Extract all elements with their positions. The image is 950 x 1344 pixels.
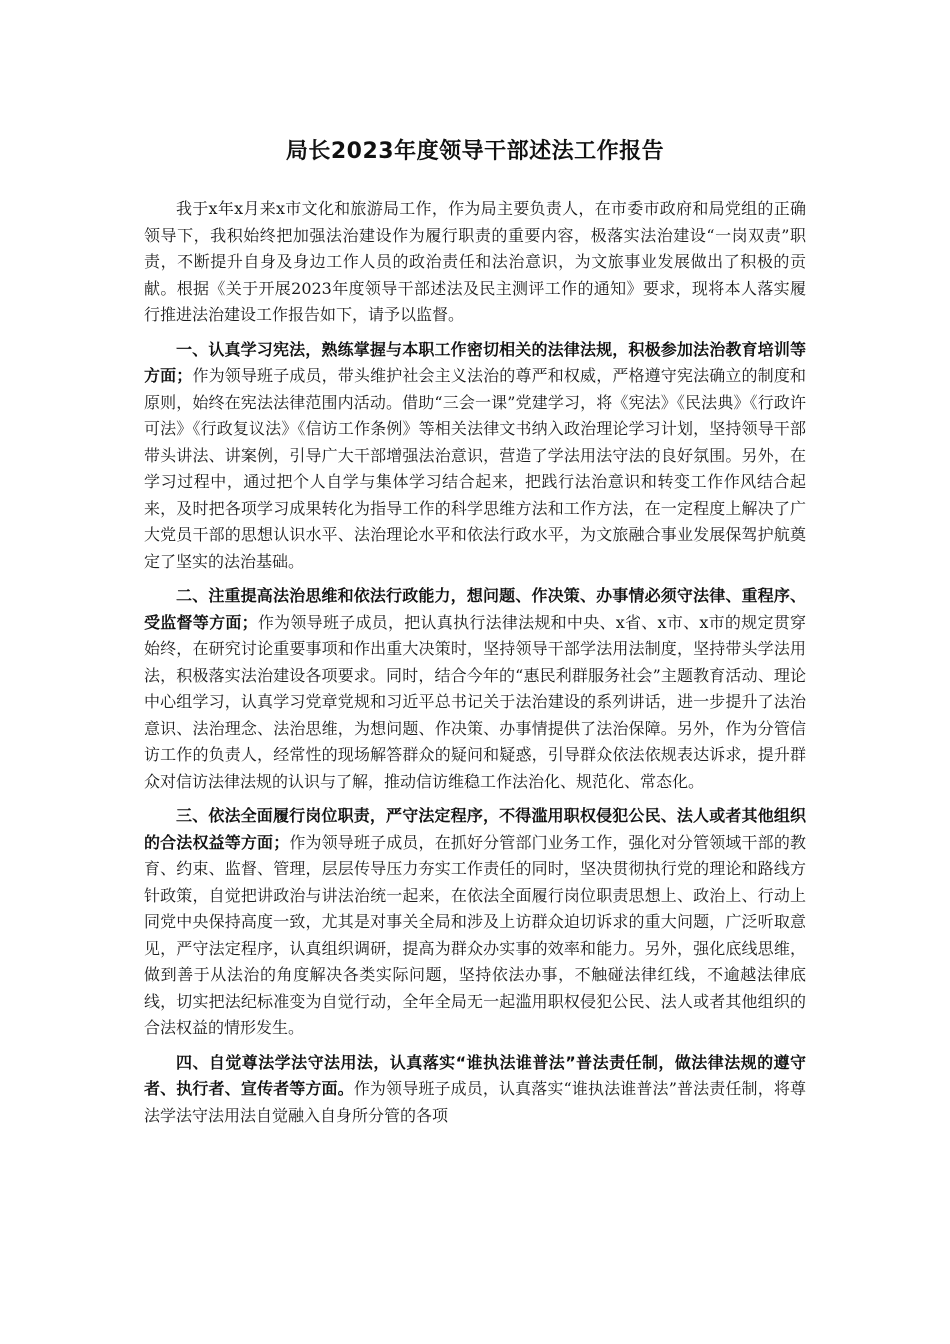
section-1-paragraph bbox=[144, 337, 806, 576]
section-2-body: 作为领导班子成员，把认真执行法律法规和中央、x省、x市、x市的规定贯穿始终，在研究讨论重要事项和作出重大决策时，坚持领导干部学法用法制度，坚持带头学法用法，积极落实法治建设各项要求。同时，结合今年的“惠民利群服务社会”主题教育活动、理论中心组学习，认真学习党章党规和习近平总书记关于法治建设的系列讲话，进一步提升了法治意识、法治理念、法治思维，为想问题、作决策、办事情提供了法治保障。另外，作为分管信访工作的负责人，经常性的现场解答群众的疑问和疑惑，引导群众依法依规表达诉求，提升群众对信访法律法规的认识与了解，推动信访维稳工作法治化、规范化、常态化。 bbox=[144, 612, 806, 791]
section-1-heading: 一、认真学习宪法，熟练掌握与本职工作密切相关的法律法规，积极参加法治教育培训等方面； bbox=[144, 339, 806, 385]
document-content bbox=[144, 128, 806, 1137]
section-3-body: 作为领导班子成员，在抓好分管部门业务工作，强化对分管领域干部的教育、约束、监督、管理，层层传导压力夯实工作责任的同时，坚决贯彻执行党的理论和路线方针政策，自觉把讲政治与讲法治统一起来，在依法全面履行岗位职责思想上、政治上、行动上同党中央保持高度一致，尤其是对事关全局和涉及上访群众迫切诉求的重大问题，广泛听取意见，严守法定程序，认真组织调研，提高为群众办实事的效率和能力。另外，强化底线思维，做到善于从法治的角度解决各类实际问题，坚持依法办事，不触碰法律红线，不逾越法律底线，切实把法纪标准变为自觉行动，全年全局无一起滥用职权侵犯公民、法人或者其他组织的合法权益的情形发生。 bbox=[144, 832, 806, 1037]
intro-paragraph: 我于x年x月来x市文化和旅游局工作，作为局主要负责人，在市委市政府和局党组的正确领导下，我积始终把加强法治建设作为履行职责的重要内容，极落实法治建设“一岗双责”职责，不断提升自身及身边工作人员的政治责任和法治意识，为文旅事业发展做出了积极的贡献。根据《关于开展2023年度领导干部述法及民主测评工作的通知》要求，现将本人落实履行推进法治建设工作报告如下，请予以监督。 bbox=[144, 199, 806, 324]
document-title: 局长2023年度领导干部述法工作报告 bbox=[285, 139, 665, 164]
section-4-paragraph bbox=[144, 1050, 806, 1130]
section-2-heading: 二、注重提高法治思维和依法行政能力，想问题、作决策、办事情必须守法律、重程序、受监督等方面； bbox=[144, 586, 806, 632]
section-3-paragraph bbox=[144, 803, 806, 1042]
section-2-paragraph bbox=[144, 583, 806, 795]
section-3-heading: 三、依法全面履行岗位职责，严守法定程序，不得滥用职权侵犯公民、法人或者其他组织的合法权益等方面； bbox=[144, 806, 806, 852]
section-4-heading: 四、自觉尊法学法守法用法，认真落实“谁执法谁普法”普法责任制，做法律法规的遵守者、执行者、宣传者等方面。 bbox=[144, 1052, 806, 1098]
section-1-body: 作为领导班子成员，带头维护社会主义法治的尊严和权威，严格遵守宪法确立的制度和原则，始终在宪法法律范围内活动。借助“三会一课”党建学习，将《宪法》《民法典》《行政许可法》《行政复议法》《信访工作条例》等相关法律文书纳入政治理论学习计划，坚持领导干部带头讲法、讲案例，引导广大干部增强法治意识，营造了学法用法守法的良好氛围。另外，在学习过程中，通过把个人自学与集体学习结合起来，把践行法治意识和转变工作作风结合起来，及时把各项学习成果转化为指导工作的科学思维方法和工作方法，在一定程度上解决了广大党员干部的思想认识水平、法治理论水平和依法行政水平，为文旅融合事业发展保驾护航奠定了坚实的法治基础。 bbox=[144, 366, 806, 571]
section-4-body: 作为领导班子成员，认真落实“谁执法谁普法”普法责任制，将尊法学法守法用法自觉融入自身所分管的各项 bbox=[144, 1079, 806, 1125]
